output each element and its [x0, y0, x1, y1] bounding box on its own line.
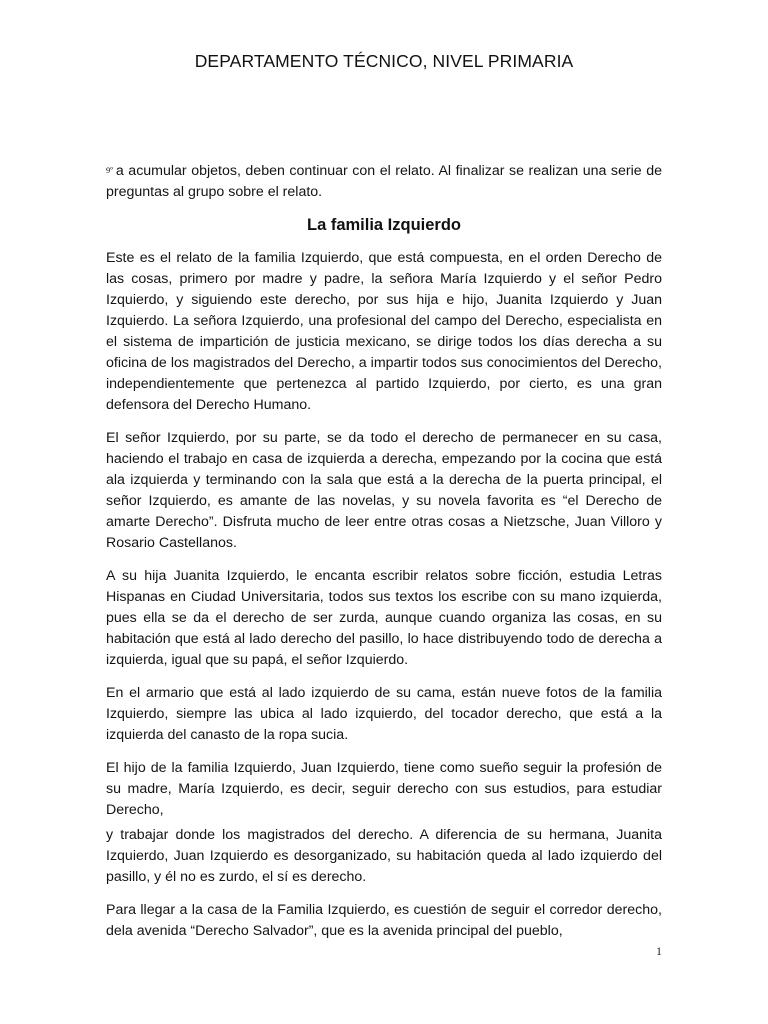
paragraph-daughter: A su hija Juanita Izquierdo, le encanta escribir relatos sobre ficción, estudia Letras Hispanas en Ciudad Universitaria, todos sus textos los escribe con su mano izquierda, pues ella se da el derecho de ser zurda, aunque cuando organiza las cosas, en su habitación que está al lado derecho del pasillo, lo hace distribuyendo todo de derecha a izquierda, igual que su papá, el señor Izquierdo. [106, 568, 662, 668]
story-title: La familia Izquierdo [306, 216, 462, 234]
page-number: 1 [656, 944, 662, 958]
document-body [106, 160, 662, 954]
page-header: DEPARTAMENTO TÉCNICO, NIVEL PRIMARIA [194, 51, 574, 71]
paragraph-family-intro: Este es el relato de la familia Izquierdo, que está compuesta, en el orden Derecho de las cosas, primero por madre y padre, la señora María Izquierdo y el señor Pedro Izquierdo, y siguiendo este derecho, por sus hija e hijo, Juanita Izquierdo y Juan Izquierdo. La señora Izquierdo, una profesional del campo del Derecho, especialista en el sistema de impartición de justicia mexicano, se dirige todos los días derecha a su oficina de los magistrados del Derecho, a impartir todos sus conocimientos del Derecho, independientemente que pertenezca al partido Izquierdo, por cierto, es una gran defensora del Derecho Humano. [106, 250, 662, 413]
paragraph-father: El señor Izquierdo, por su parte, se da todo el derecho de permanecer en su casa, haciendo el trabajo en casa de izquierda a derecha, empezando por la cocina que está ala izquierda y terminando con la sala que está a la derecha de la puerta principal, el señor Izquierdo, es amante de las novelas, y su novela favorita es “el Derecho de amarte Derecho”. Disfruta mucho de leer entre otras cosas a Nietzsche, Juan Villoro y Rosario Castellanos. [106, 430, 662, 551]
paragraph-son-continued: y trabajar donde los magistrados del derecho. A diferencia de su hermana, Juanita Izquierdo, Juan Izquierdo es desorganizado, su habitación queda al lado izquierdo del pasillo, y él no es zurdo, el sí es derecho. [106, 827, 662, 885]
intro-text: a acumular objetos, deben continuar con el relato. Al finalizar se realizan una serie de preguntas al grupo sobre el relato. [106, 163, 662, 200]
grade-marker: 9º [106, 165, 113, 175]
paragraph-son: El hijo de la familia Izquierdo, Juan Izquierdo, tiene como sueño seguir la profesión de su madre, María Izquierdo, es decir, seguir derecho con sus estudios, para estudiar Derecho, [106, 760, 662, 818]
intro-paragraph [106, 160, 662, 203]
paragraph-wardrobe: En el armario que está al lado izquierdo de su cama, están nueve fotos de la familia Izquierdo, siempre las ubica al lado izquierdo, del tocador derecho, que está a la izquierda del canasto de la ropa sucia. [106, 685, 662, 743]
paragraph-directions: Para llegar a la casa de la Familia Izquierdo, es cuestión de seguir el corredor derecho, dela avenida “Derecho Salvador”, que es la avenida principal del pueblo, [106, 902, 662, 939]
